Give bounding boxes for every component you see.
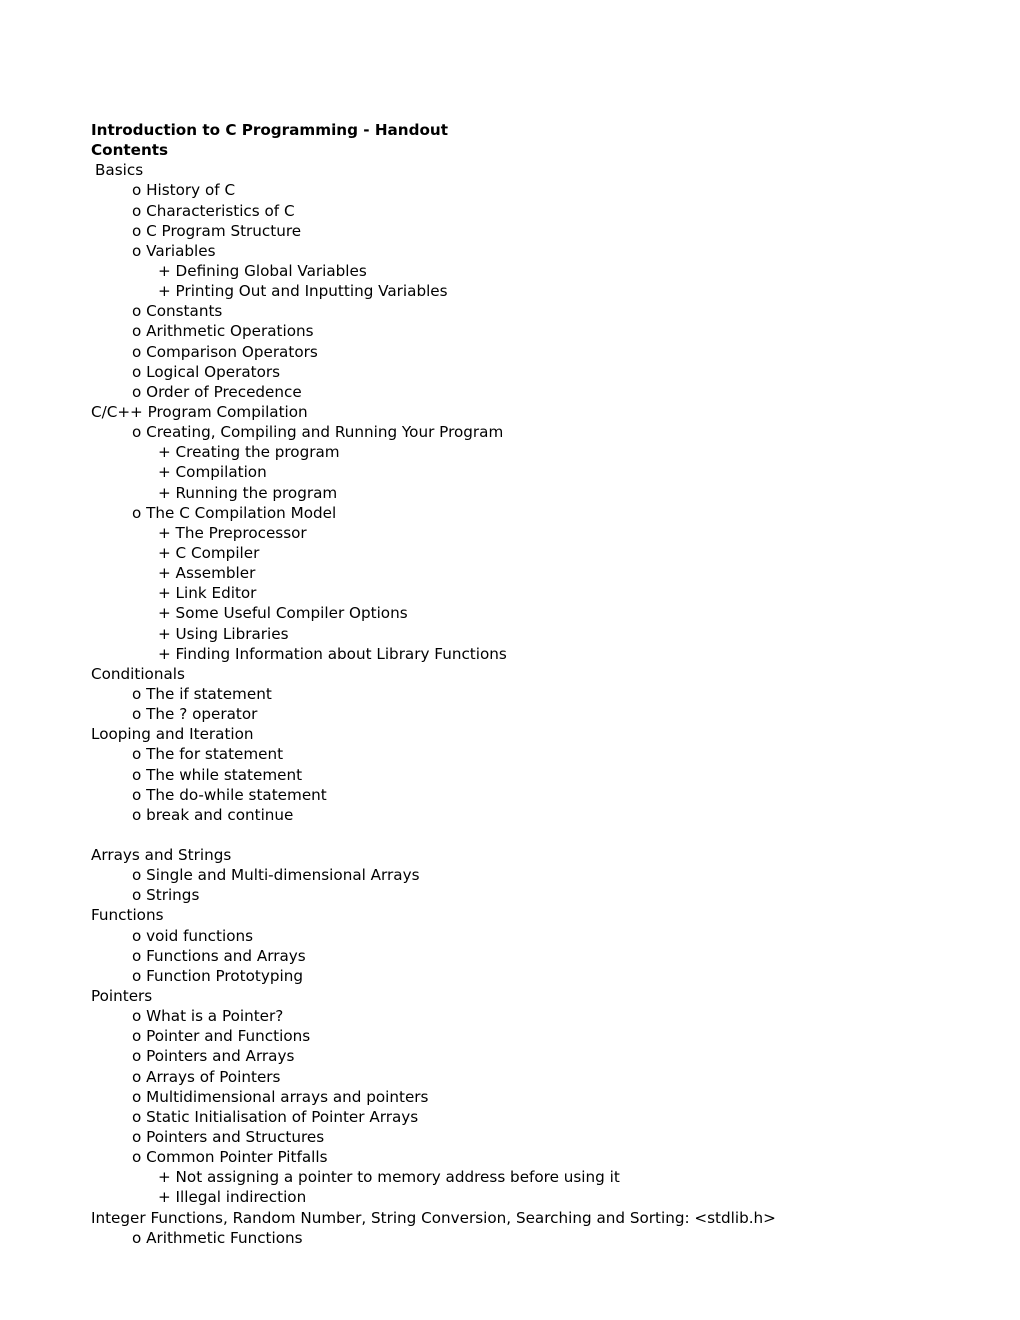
toc-subsection: o C Program Structure: [132, 221, 302, 240]
toc-subsection: o Common Pointer Pitfalls: [132, 1148, 328, 1167]
toc-section: C/C++ Program Compilation: [91, 402, 308, 421]
handout-page: [91, 120, 991, 1248]
table-of-contents: [91, 160, 991, 1248]
toc-subsection: o The while statement: [132, 765, 303, 784]
toc-section: Basics: [95, 161, 144, 180]
toc-subsection: o Multidimensional arrays and pointers: [132, 1087, 429, 1106]
toc-section: Pointers: [91, 987, 153, 1006]
toc-subsection: o void functions: [132, 926, 254, 945]
toc-subsubsection: + Compilation: [158, 463, 267, 482]
toc-subsection: o Strings: [132, 886, 200, 905]
toc-subsection: o Arrays of Pointers: [132, 1067, 281, 1086]
toc-section: Arrays and Strings: [91, 846, 232, 865]
toc-section: Conditionals: [91, 664, 185, 683]
toc-subsubsection: + Assembler: [158, 564, 256, 583]
toc-subsection: o Creating, Compiling and Running Your Program: [132, 423, 504, 442]
toc-section: Integer Functions, Random Number, String Conversion, Searching and Sorting: <stdlib.h>: [91, 1208, 776, 1227]
toc-subsection: o Constants: [132, 302, 223, 321]
toc-subsection: o Single and Multi-dimensional Arrays: [132, 866, 420, 885]
toc-subsection: o The ? operator: [132, 705, 258, 724]
toc-subsubsection: + C Compiler: [158, 543, 260, 562]
toc-subsection: o Functions and Arrays: [132, 946, 306, 965]
toc-subsection: o Arithmetic Functions: [132, 1228, 303, 1247]
toc-subsection: o Pointer and Functions: [132, 1027, 311, 1046]
toc-subsubsection: + Illegal indirection: [158, 1188, 307, 1207]
toc-subsection: o break and continue: [132, 805, 294, 824]
toc-subsubsection: + Defining Global Variables: [158, 261, 367, 280]
toc-subsection: o Logical Operators: [132, 362, 281, 381]
toc-subsection: o Order of Precedence: [132, 382, 302, 401]
toc-subsection: o What is a Pointer?: [132, 1007, 284, 1026]
toc-subsection: o The for statement: [132, 745, 284, 764]
toc-section: Looping and Iteration: [91, 725, 254, 744]
toc-subsubsection: + Running the program: [158, 483, 338, 502]
toc-subsection: o Arithmetic Operations: [132, 322, 314, 341]
toc-subsubsection: + Some Useful Compiler Options: [158, 604, 408, 623]
toc-subsubsection: + Not assigning a pointer to memory address before using it: [158, 1168, 620, 1187]
toc-subsection: o The C Compilation Model: [132, 503, 337, 522]
toc-subsubsection: + Finding Information about Library Functions: [158, 644, 507, 663]
toc-subsubsection: + The Preprocessor: [158, 523, 307, 542]
toc-subsection: o Variables: [132, 241, 216, 260]
toc-subsection: o Static Initialisation of Pointer Arrays: [132, 1107, 419, 1126]
toc-subsection: o The if statement: [132, 684, 272, 703]
toc-subsection: o Comparison Operators: [132, 342, 318, 361]
toc-subsection: o The do-while statement: [132, 785, 327, 804]
toc-subsection: o Pointers and Structures: [132, 1128, 325, 1147]
toc-blank-line: [91, 825, 991, 845]
toc-subsection: o Pointers and Arrays: [132, 1047, 295, 1066]
toc-subsection: o Characteristics of C: [132, 201, 295, 220]
toc-section: Functions: [91, 906, 164, 925]
document-title: Introduction to C Programming - Handout: [91, 121, 448, 139]
contents-heading: Contents: [91, 141, 169, 160]
toc-subsubsection: + Creating the program: [158, 443, 340, 462]
toc-subsection: o History of C: [132, 181, 236, 200]
toc-subsubsection: + Using Libraries: [158, 624, 289, 643]
toc-subsubsection: + Printing Out and Inputting Variables: [158, 282, 448, 301]
toc-subsubsection: + Link Editor: [158, 584, 257, 603]
toc-subsection: o Function Prototyping: [132, 966, 303, 985]
